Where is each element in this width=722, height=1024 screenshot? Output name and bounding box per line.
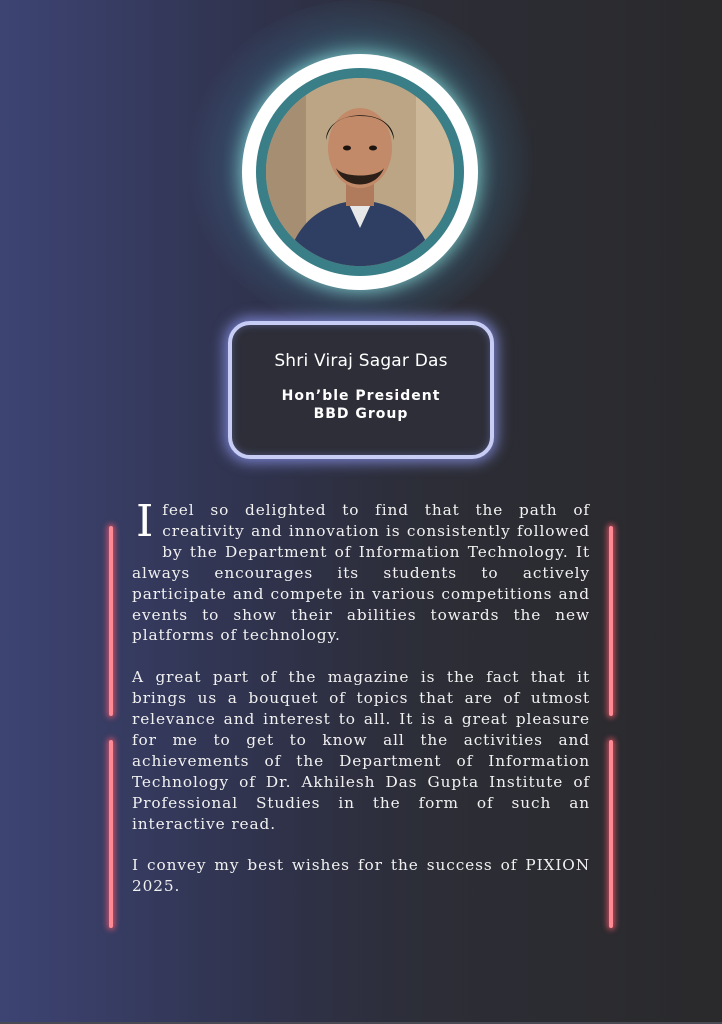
left-neon-line-top [109,526,113,716]
portrait-frame [242,54,478,290]
right-neon-line-top [609,526,613,716]
message-paragraph-2: A great part of the magazine is the fact that it brings us a bouquet of topics that are of utmost relevance and interest to all. It is a great pleasure for me to get to know all the activities and achievements of the Department of Information Technology of Dr. Akhilesh Das Gupta Institute of Professional Studies in the form of such an interactive read. [132,668,590,833]
portrait-photo [266,78,454,266]
person-silhouette-icon [266,78,454,266]
person-role [232,387,490,423]
name-card [228,321,494,459]
paragraph-1-text: feel so delighted to find that the path of creativity and innovation is consistently followed by the Department of Information Technology. It always encourages its students to actively participate and compete in various competitions and events to show their abilities towards the new platforms of technology. [132,501,590,645]
dropcap: I [136,496,155,547]
role-organization: BBD Group [313,406,409,422]
message-body [132,496,590,918]
left-neon-line-bottom [109,740,113,928]
person-name: Shri Viraj Sagar Das [274,351,448,371]
portrait-inner-ring [256,68,464,276]
right-neon-line-bottom [609,740,613,928]
message-paragraph-1 [132,496,590,646]
message-paragraph-3: I convey my best wishes for the success of PIXION 2025. [132,856,590,896]
role-title: Hon’ble President [281,388,441,404]
